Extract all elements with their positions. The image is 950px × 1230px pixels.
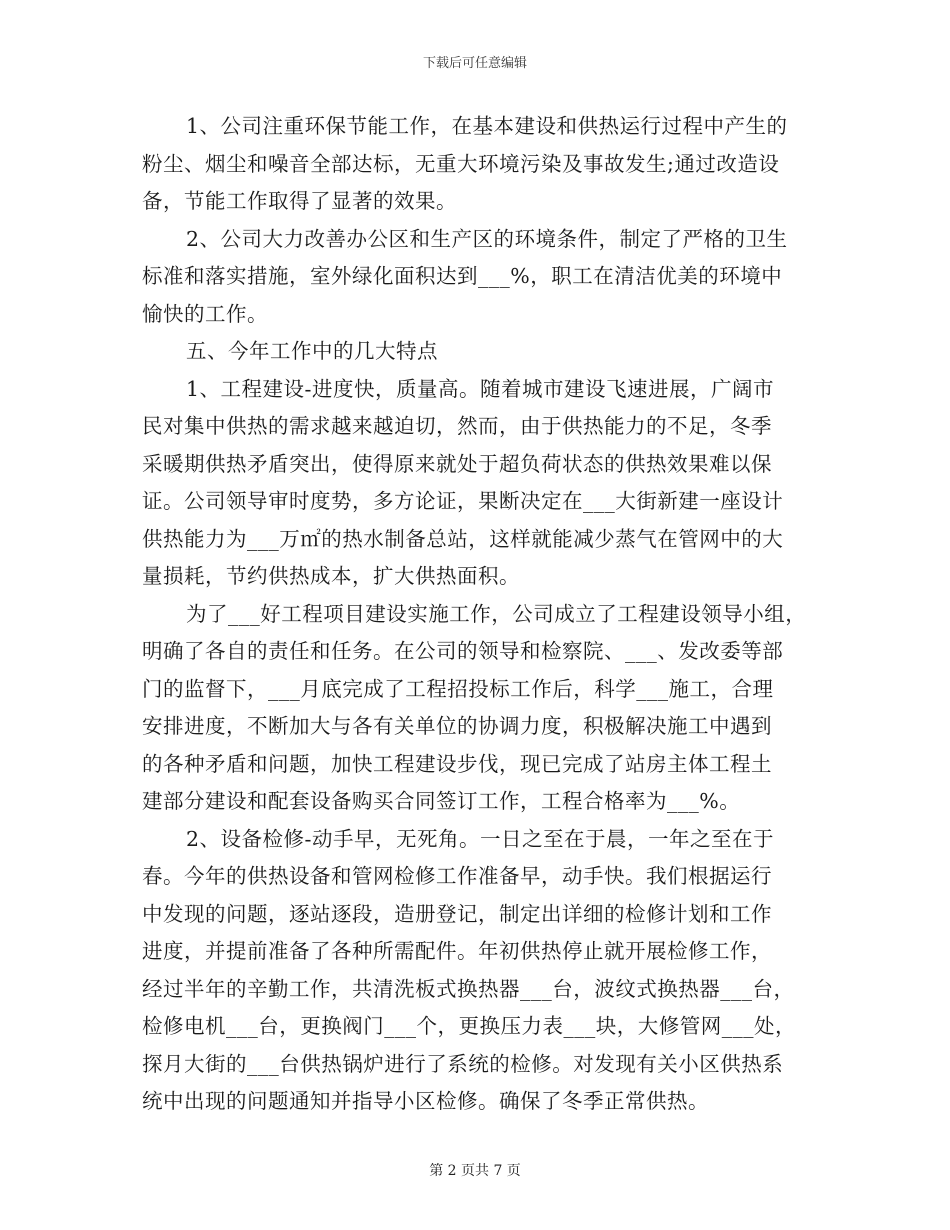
text-line: 建部分建设和配套设备购买合同签订工作，工程合格率为___%。 [142, 789, 741, 813]
text-line: 1、公司注重环保节能工作，在基本建设和供热运行过程中产生的 [186, 114, 788, 138]
text-line: 经过半年的辛勤工作，共清洗板式换热器___台，波纹式换热器___台， [142, 976, 795, 1001]
text-line: 2、公司大力改善办公区和生产区的环境条件，制定了严格的卫生 [186, 226, 788, 251]
paragraph-office-environment [142, 221, 822, 334]
text-line: 粉尘、烟尘和噪音全部达标，无重大环境污染及事故发生;通过改造设 [142, 151, 780, 176]
text-line: 为了___好工程项目建设实施工作，公司成立了工程建设领导小组， [186, 601, 807, 626]
paragraph-equipment-maintenance [142, 821, 822, 1121]
text-line: 进度，并提前准备了各种所需配件。年初供热停止就开展检修工作， [142, 939, 772, 963]
text-line: 春。今年的供热设备和管网检修工作准备早，动手快。我们根据运行 [142, 864, 772, 888]
text-line: 标准和落实措施，室外绿化面积达到___%，职工在清洁优美的环境中 [142, 264, 783, 288]
text-line: 统中出现的问题通知并指导小区检修。确保了冬季正常供热。 [142, 1089, 709, 1113]
text-line: 门的监督下，___月底完成了工程招投标工作后，科学___施工，合理 [142, 676, 774, 701]
text-line: 备，节能工作取得了显著的效果。 [142, 189, 457, 213]
text-line: 探月大街的___台供热锅炉进行了系统的检修。对发现有关小区供热系 [142, 1051, 784, 1076]
text-line: 安排进度，不断加大与各有关单位的协调力度，积极解决施工中遇到 [142, 714, 772, 738]
text-line: 检修电机___台，更换阀门___个，更换压力表___块，大修管网___处， [142, 1014, 796, 1038]
paragraph-environment-energy [142, 108, 822, 221]
text-line: 民对集中供热的需求越来越迫切，然而，由于供热能力的不足，冬季 [142, 414, 772, 438]
text-line: 的各种矛盾和问题，加快工程建设步伐，现已完成了站房主体工程土 [142, 751, 772, 776]
document-body [142, 108, 822, 1121]
page-header: 下载后可任意编辑 [422, 56, 527, 71]
paragraph-engineering-construction [142, 371, 822, 596]
text-line: 中发现的问题，逐站逐段，造册登记，制定出详细的检修计划和工作 [142, 901, 772, 926]
section-heading-text: 五、今年工作中的几大特点 [186, 339, 438, 363]
text-line: 采暖期供热矛盾突出，使得原来就处于超负荷状态的供热效果难以保 [142, 451, 772, 476]
text-line: 明确了各自的责任和任务。在公司的领导和检察院、___、发改委等部 [142, 639, 784, 663]
text-line: 1、工程建设-进度快，质量高。随着城市建设飞速进展，广阔市 [186, 376, 774, 401]
section-heading [142, 333, 822, 371]
text-line: 2、设备检修-动手早，无死角。一日之至在于晨，一年之至在于 [186, 826, 774, 851]
text-line: 供热能力为___万㎡的热水制备总站，这样就能减少蒸气在管网中的大 [142, 526, 784, 551]
page-footer: 第 2 页共 7 页 [429, 1163, 521, 1179]
text-line: 愉快的工作。 [142, 301, 268, 326]
text-line: 量损耗，节约供热成本，扩大供热面积。 [142, 564, 520, 588]
paragraph-project-management [142, 596, 822, 821]
text-line: 证。公司领导审时度势，多方论证，果断决定在___大街新建一座设计 [142, 489, 784, 513]
